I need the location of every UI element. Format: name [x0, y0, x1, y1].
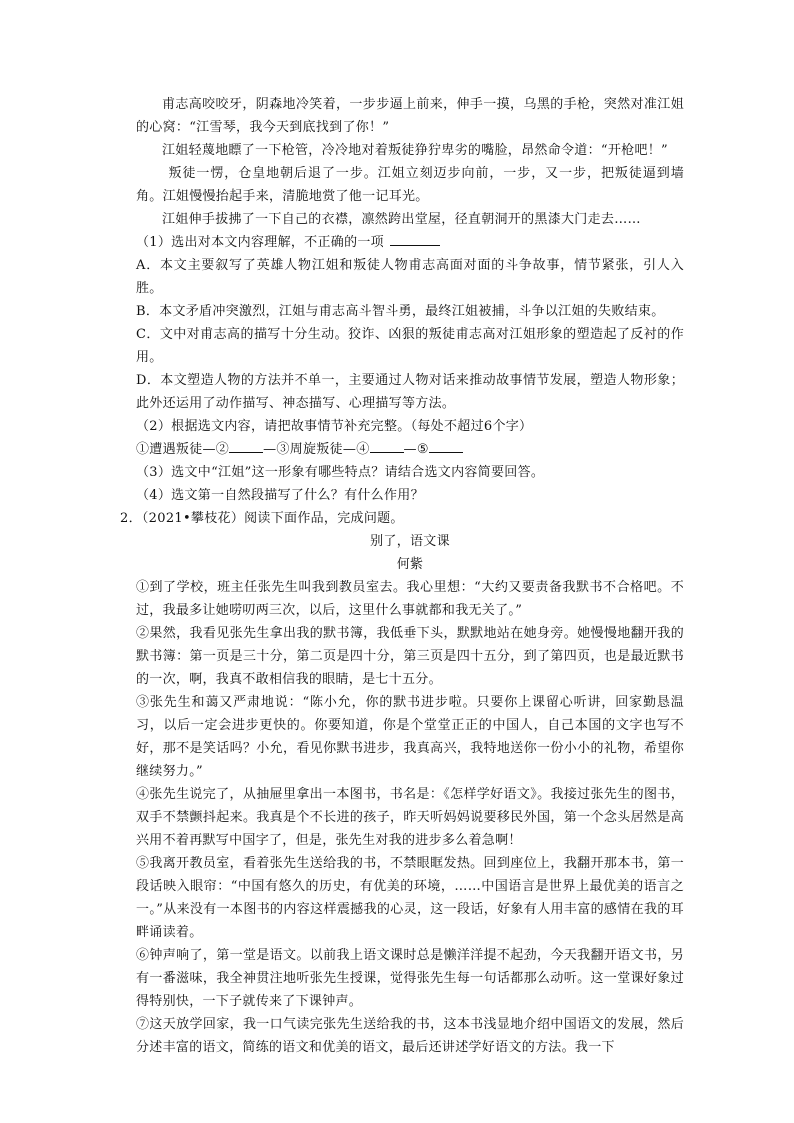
question-4: （4）选文第一自然段描写了什么？有什么作用？	[136, 488, 424, 503]
problem-2-heading-text: 2．（2021•攀枝花）阅读下面作品，完成问题。	[120, 511, 404, 526]
option-c: C．文中对甫志高的描写十分生动。狡诈、凶狠的叛徒甫志高对江姐形象的塑造起了反衬的作用。	[136, 327, 684, 365]
document-content	[120, 93, 684, 1059]
question-3: （3）选文中“江姐”这一形象有哪些特点？请结合选文内容简要回答。	[136, 465, 545, 480]
problem-2-heading	[120, 507, 684, 530]
fill-part-1: ①遭遇叛徒—②	[136, 442, 230, 457]
story-paragraph-4: 江姐伸手拔拂了一下自己的衣襟，凛然跨出堂屋，径直朝洞开的黑漆大门走去……	[162, 212, 641, 227]
article-paragraph-2: ②果然，我看见张先生拿出我的默书簿，我低垂下头，默默地站在她身旁。她慢慢地翻开我的默书簿：第一页是三十分，第二页是四十分，第三页是四十五分，到了第四页，也是最近默书的一次，啊，我真不敢相信我的眼睛，是七十五分。	[136, 626, 684, 687]
article-paragraph-1: ①到了学校，班主任张先生叫我到教员室去。我心里想：“大约又要责备我默书不合格吧。不过，我最多让她唠叨两三次，以后，这里什么事就都和我无关了。”	[136, 580, 684, 618]
article-paragraph-7: ⑦这天放学回家，我一口气读完张先生送给我的书，这本书浅显地介绍中国语文的发展，然后分述丰富的语文，简练的语文和优美的语文，最后还讲述学好语文的方法。我一下	[136, 1017, 684, 1055]
fill-part-2: —③周旋叛徒—④	[263, 442, 370, 457]
article-paragraph-6: ⑥钟声响了，第一堂是语文。以前我上语文课时总是懒洋洋提不起劲，今天我翻开语文书，另有一番滋味，我全神贯注地听张先生授课，觉得张先生每一句话都那么动听。这一堂课好象过得特别快，一下子就传来了下课钟声。	[136, 948, 684, 1009]
story-paragraph-2: 江姐轻蔑地瞟了一下枪管，冷冷地对着叛徒狰狞卑劣的嘴脸，昂然命令道：“开枪吧！”	[162, 143, 668, 158]
answer-blank-2[interactable]	[229, 438, 263, 453]
answer-blank-5[interactable]	[429, 438, 463, 453]
question-1-text: （1）选出对本文内容理解，不正确的一项	[136, 235, 384, 250]
article-title: 别了，语文课	[370, 534, 450, 549]
question-1	[136, 231, 684, 254]
question-2: （2）根据选文内容，请把故事情节补充完整。（每处不超过6个字）	[136, 419, 533, 434]
article-paragraph-5: ⑤我离开教员室，看着张先生送给我的书，不禁眼眶发热。回到座位上，我翻开那本书，第一段话映入眼帘：“中国有悠久的历史，有优美的环境，……中国语言是世界上最优美的语言之一。”从来没有一本图书的内容这样震撼我的心灵，这一段话，好象有人用丰富的感情在我的耳畔诵读着。	[136, 856, 684, 940]
article-paragraph-3: ③张先生和蔼又严肃地说：“陈小允，你的默书进步啦。只要你上课留心听讲，回家勤恳温习，以后一定会进步更快的。你要知道，你是个堂堂正正的中国人，自己本国的文字也写不好，那不是笑话吗？小允，看见你默书进步，我真高兴，我特地送你一份小小的礼物，希望你继续努力。”	[136, 695, 684, 779]
answer-blank-4[interactable]	[370, 438, 404, 453]
story-paragraph-3: 叛徒一愣，仓皇地朝后退了一步。江姐立刻迈步向前，一步，又一步，把叛徒逼到墙角。江姐慢慢抬起手来，清脆地赏了他一记耳光。	[136, 166, 684, 204]
option-b: B．本文矛盾冲突激烈，江姐与甫志高斗智斗勇，最终江姐被捕，斗争以江姐的失败结束。	[136, 304, 665, 319]
article-author: 何紫	[396, 557, 424, 572]
answer-blank-q1[interactable]	[390, 231, 440, 246]
option-d: D．本文塑造人物的方法并不单一，主要通过人物对话来推动故事情节发展，塑造人物形象；此外还运用了动作描写、神态描写、心理描写等方法。	[136, 373, 684, 411]
question-2-fill-line	[136, 438, 684, 461]
option-a: A．本文主要叙写了英雄人物江姐和叛徒人物甫志高面对面的斗争故事，情节紧张，引人入胜。	[136, 258, 684, 296]
article-paragraph-4: ④张先生说完了，从抽屉里拿出一本图书，书名是：《怎样学好语文》。我接过张先生的图书，双手不禁颤抖起来。我真是个不长进的孩子，昨天听妈妈说要移民外国，第一个念头居然是高兴用不着再默写中国字了，但是，张先生对我的进步多么着急啊！	[136, 787, 684, 848]
story-paragraph-1: 甫志高咬咬牙，阴森地冷笑着，一步步逼上前来，伸手一摸，乌黑的手枪，突然对准江姐的心窝：“江雪琴，我今天到底找到了你！”	[136, 97, 684, 135]
fill-part-3: —⑤	[403, 442, 429, 457]
